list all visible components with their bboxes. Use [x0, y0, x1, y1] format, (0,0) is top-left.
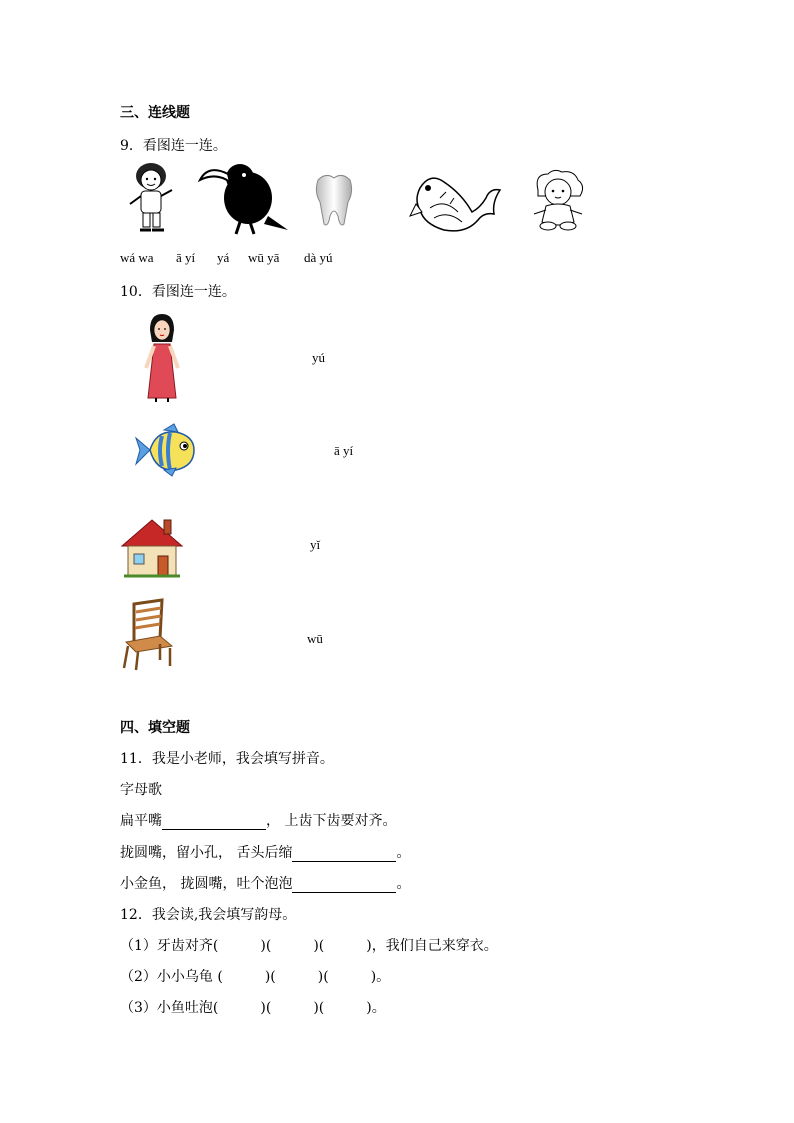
child-icon [122, 160, 180, 236]
q12-item-1: （1）牙齿对齐( )( )( )，我们自己来穿衣。 [120, 938, 498, 954]
fish-icon [134, 424, 198, 476]
q10-pinyin-4: wū [307, 631, 323, 646]
pinyin-4: wū yā [248, 250, 280, 265]
house-icon [120, 516, 184, 580]
pinyin-5: dà yú [304, 250, 333, 265]
crow-icon [198, 158, 290, 236]
q12-item-3: （3）小鱼吐泡( )( )( )。 [120, 1000, 386, 1016]
woman-icon [142, 314, 182, 402]
q12-item-2: （2）小小乌龟 ( )( )( )。 [120, 969, 391, 985]
q10-pinyin-2: ā yí [334, 443, 354, 458]
chair-icon [120, 600, 174, 670]
doll-icon [528, 168, 590, 232]
section-title-3: 三、连线题 [120, 105, 190, 121]
q11-line-2: 拢圆嘴，留小孔， 舌头后缩 。 [120, 845, 411, 861]
question-9-text: 9．看图连一连。 [120, 138, 227, 154]
answer-blank-3[interactable] [292, 878, 396, 893]
q11-line-1: 扁平嘴 ， 上齿下齿要对齐。 [120, 813, 397, 829]
fish-icon [410, 168, 504, 238]
answer-blank-2[interactable] [292, 847, 396, 862]
pinyin-2: ā yí [176, 250, 196, 265]
q10-pinyin-1: yú [312, 350, 325, 365]
question-12-text: 12．我会读,我会填写韵母。 [120, 907, 297, 923]
section-title-4: 四、填空题 [120, 720, 190, 736]
question-11-text: 11．我是小老师，我会填写拼音。 [120, 751, 334, 767]
song-title: 字母歌 [120, 782, 162, 798]
answer-blank-1[interactable] [162, 815, 266, 830]
pinyin-3: yá [217, 250, 230, 265]
tooth-icon [312, 172, 356, 228]
q11-line-3: 小金鱼， 拢圆嘴，吐个泡泡 。 [120, 876, 411, 892]
q10-pinyin-3: yǐ [310, 537, 321, 552]
pinyin-1: wá wa [120, 250, 154, 265]
question-10-text: 10．看图连一连。 [120, 284, 236, 300]
